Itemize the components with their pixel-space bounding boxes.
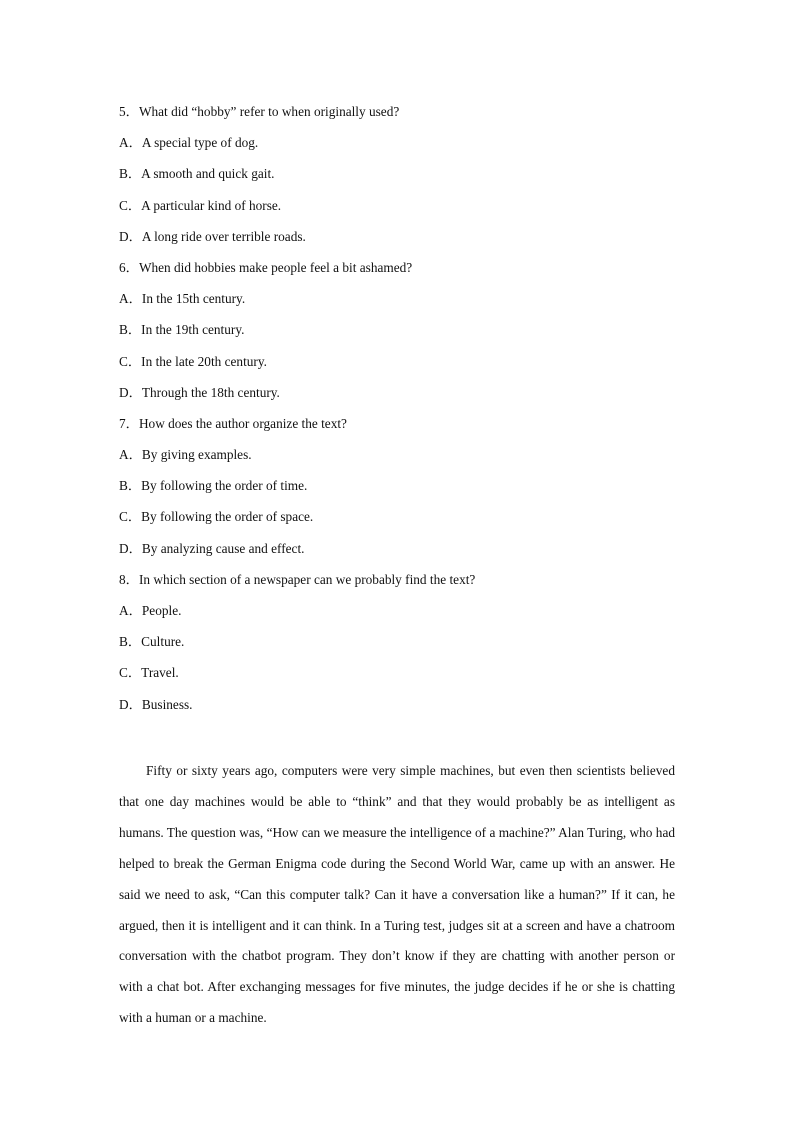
answer-option: D．A long ride over terrible roads.: [119, 228, 306, 244]
questions-section: [119, 103, 679, 727]
passage-paragraph: Fifty or sixty years ago, computers were very simple machines, but even then scientists believed that one day machines would be able to “think” and that they would probably be as intelligent as humans. The question was, “How can we measure the intelligence of a machine?” Alan Turing, who had helped to break the German Enigma code during the Second World War, came up with an answer. He said we need to ask, “Can this computer talk? Can it have a conversation like a human?” If it can, he argued, then it is intelligent and it can think. In a Turing test, judges sit at a screen and have a chatroom conversation with the chatbot program. They don’t know if they are chatting with another person or with a chat bot. After exchanging messages for five minutes, the judge decides if he or she is chatting with a human or a machine.: [119, 763, 675, 1026]
reading-passage: [119, 756, 675, 1034]
answer-option: A．In the 15th century.: [119, 291, 246, 307]
answer-option: A．By giving examples.: [119, 447, 252, 463]
question-stem: 5．What did “hobby” refer to when originally used?: [119, 104, 400, 119]
answer-option: B．In the 19th century.: [119, 322, 245, 338]
answer-option: C．A particular kind of horse.: [119, 197, 282, 213]
question-stem: 8．In which section of a newspaper can we probably find the text?: [119, 571, 476, 587]
answer-option: D．Through the 18th century.: [119, 384, 280, 400]
question-stem: 6．When did hobbies make people feel a bit ashamed?: [119, 259, 413, 275]
answer-option: D．Business.: [119, 696, 193, 712]
answer-option: D．By analyzing cause and effect.: [119, 540, 305, 556]
answer-option: C．Travel.: [119, 665, 179, 681]
answer-option: A．A special type of dog.: [119, 135, 259, 151]
answer-option: C．In the late 20th century.: [119, 353, 267, 369]
answer-option: A．People.: [119, 603, 182, 618]
answer-option: C．By following the order of space.: [119, 509, 314, 525]
question-stem: 7．How does the author organize the text?: [119, 415, 347, 431]
answer-option: B．A smooth and quick gait.: [119, 166, 275, 182]
answer-option: B．By following the order of time.: [119, 478, 308, 494]
answer-option: B．Culture.: [119, 634, 185, 650]
